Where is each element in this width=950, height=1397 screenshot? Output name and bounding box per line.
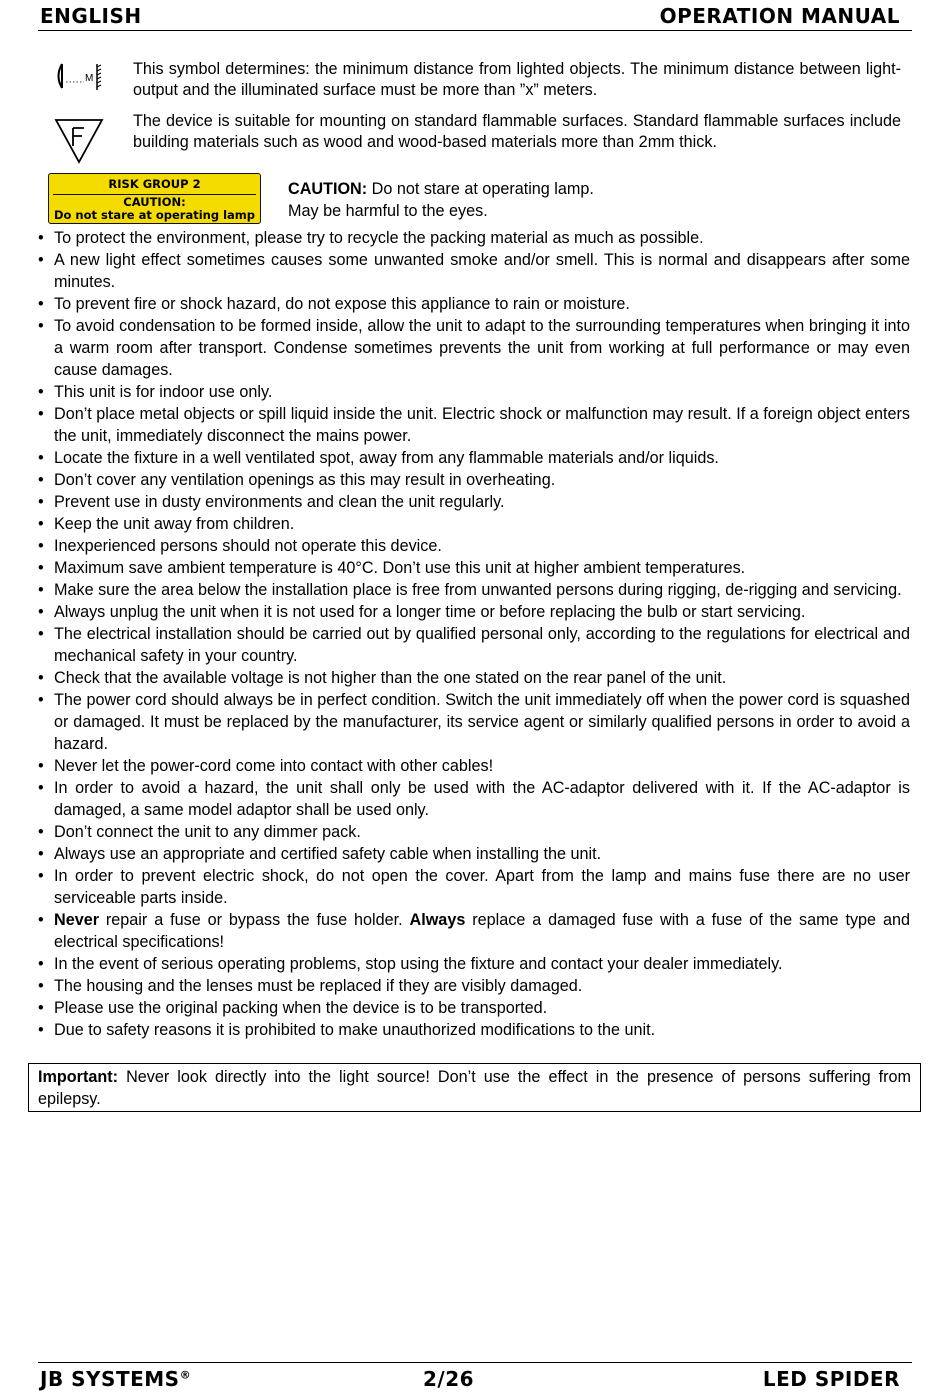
list-item: • Locate the fixture in a well ventilated spot, away from any flammable materials and/or liquids. xyxy=(38,447,910,469)
safety-instructions-list xyxy=(38,227,910,1041)
caution-text: Do not stare at operating lamp. xyxy=(367,180,594,198)
brand-name: JB SYSTEMS xyxy=(40,1367,180,1391)
list-item: • In the event of serious operating problems, stop using the fixture and contact your dealer immediately. xyxy=(38,953,910,975)
list-item: • Please use the original packing when the device is to be transported. xyxy=(38,997,910,1019)
list-item: • The power cord should always be in perfect condition. Switch the unit immediately off when the power cord is squashed or damaged. It must be replaced by the manufacturer, its service agent or similarly qualified persons in order to avoid a hazard. xyxy=(38,689,910,755)
list-item: • Don’t place metal objects or spill liquid inside the unit. Electric shock or malfunction may result. If a foreign object enters the unit, immediately disconnect the mains power. xyxy=(38,403,910,447)
list-item: • The electrical installation should be carried out by qualified personal only, according to the regulations for electrical and mechanical safety in your country. xyxy=(38,623,910,667)
never-label: Never xyxy=(54,911,99,929)
flammable-surface-text: The device is suitable for mounting on standard flammable surfaces. Standard flammable surfaces include building materials such as wood and wood-based materials more than 2mm thick. xyxy=(133,112,901,151)
always-label: Always xyxy=(409,911,466,929)
header-title: OPERATION MANUAL xyxy=(659,4,900,28)
list-item: • Always use an appropriate and certified safety cable when installing the unit. xyxy=(38,843,910,865)
list-item: • Don’t connect the unit to any dimmer pack. xyxy=(38,821,910,843)
page-header xyxy=(38,4,912,31)
important-text: Never look directly into the light source! Don’t use the effect in the presence of persons suffering from epilepsy. xyxy=(38,1068,911,1108)
flammable-surface-F-icon xyxy=(54,116,104,166)
risk-label-caution xyxy=(49,196,260,222)
risk-group-label xyxy=(48,173,261,224)
important-label: Important: xyxy=(38,1068,119,1086)
caution-line-1 xyxy=(288,179,594,201)
important-notice-box xyxy=(28,1063,921,1112)
list-item: • Keep the unit away from children. xyxy=(38,513,910,535)
list-item: • In order to prevent electric shock, do not open the cover. Apart from the lamp and mains fuse there are no user serviceable parts inside. xyxy=(38,865,910,909)
footer-brand xyxy=(40,1367,191,1391)
list-item: • Due to safety reasons it is prohibited to make unauthorized modifications to the unit. xyxy=(38,1019,910,1041)
list-item: • To avoid condensation to be formed inside, allow the unit to adapt to the surrounding temperatures when bringing it into a warm room after transport. Condense sometimes prevents the unit from working at full performance or may even cause damages. xyxy=(38,315,910,381)
list-item: • Check that the available voltage is not higher than the one stated on the rear panel of the unit. xyxy=(38,667,910,689)
header-language: ENGLISH xyxy=(40,4,142,28)
risk-label-caution-text: Do not stare at operating lamp xyxy=(53,208,256,222)
list-item: • In order to avoid a hazard, the unit shall only be used with the AC-adaptor delivered with it. If the AC-adaptor is damaged, a same model adaptor shall be used only. xyxy=(38,777,910,821)
caution-line-2: May be harmful to the eyes. xyxy=(288,201,488,220)
list-item: • This unit is for indoor use only. xyxy=(38,381,910,403)
distance-symbol-text: This symbol determines: the minimum distance from lighted objects. The minimum distance between light-output and the illuminated surface must be more than ”x” meters. xyxy=(133,60,901,99)
list-item-fuse xyxy=(38,909,910,953)
list-item: • Make sure the area below the installation place is free from unwanted persons during rigging, de-rigging and servicing. xyxy=(38,579,910,601)
list-item: • Prevent use in dusty environments and clean the unit regularly. xyxy=(38,491,910,513)
list-item: • A new light effect sometimes causes some unwanted smoke and/or smell. This is normal and disappears after some minutes. xyxy=(38,249,910,293)
list-item: • Never let the power-cord come into contact with other cables! xyxy=(38,755,910,777)
list-item: • Always unplug the unit when it is not used for a longer time or before replacing the bulb or start servicing. xyxy=(38,601,910,623)
risk-label-caution-title: CAUTION: xyxy=(123,195,186,209)
list-item: • Don’t cover any ventilation openings as this may result in overheating. xyxy=(38,469,910,491)
risk-group-title: RISK GROUP 2 xyxy=(108,177,201,191)
trademark-symbol: ® xyxy=(179,1368,192,1382)
list-item: • To protect the environment, please try to recycle the packing material as much as possible. xyxy=(38,227,910,249)
list-item: • Inexperienced persons should not operate this device. xyxy=(38,535,910,557)
minimum-distance-icon xyxy=(52,58,102,94)
page-number: 2/26 xyxy=(423,1367,475,1391)
caution-label: CAUTION: xyxy=(288,180,368,198)
list-item: • To prevent fire or shock hazard, do not expose this appliance to rain or moisture. xyxy=(38,293,910,315)
fuse-text-1: repair a fuse or bypass the fuse holder. xyxy=(99,911,410,929)
caution-note xyxy=(288,179,594,222)
svg-text:M: M xyxy=(85,73,94,84)
list-item: • Maximum save ambient temperature is 40°C. Don’t use this unit at higher ambient temperatures. xyxy=(38,557,910,579)
list-item: • The housing and the lenses must be replaced if they are visibly damaged. xyxy=(38,975,910,997)
product-name: LED SPIDER xyxy=(762,1367,900,1391)
page-footer xyxy=(38,1362,912,1395)
fuse-text-2: replace a damaged fuse with a fuse of the same type and electrical specifications! xyxy=(54,911,910,951)
